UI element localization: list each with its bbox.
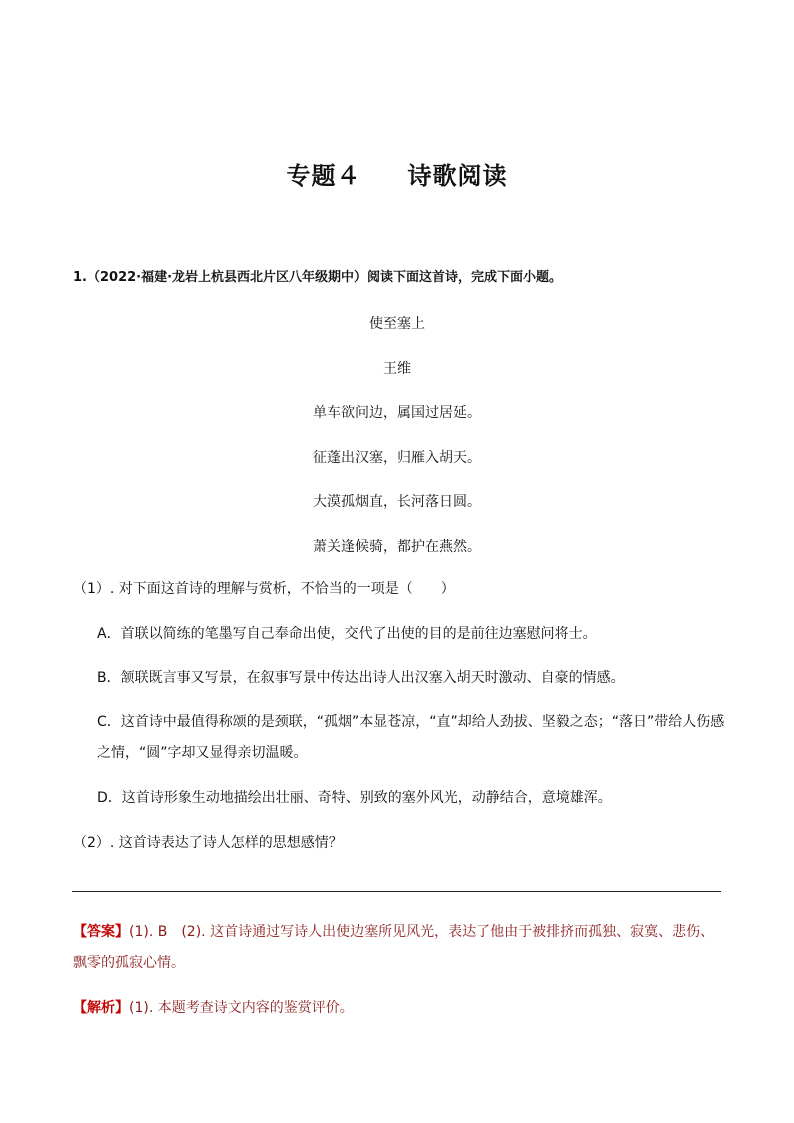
poem-line: 大漠孤烟直，长河落日圆。 (313, 494, 481, 510)
option-c: C．这首诗中最值得称颂的是颈联，“孤烟”本显苍凉，“直”却给人劲拔、坚毅之态；“落日”带给人伤感 (97, 714, 725, 730)
option-a: A．首联以简练的笔墨写自己奉命出使，交代了出使的目的是前往边塞慰问将士。 (97, 626, 597, 642)
poem-line: 单车欲问边，属国过居延。 (313, 405, 481, 421)
answer-line-2: 飘零的孤寂心情。 (73, 955, 185, 971)
page-title (0, 156, 794, 191)
answer-tag: 【答案】 (73, 924, 129, 940)
option-c-continued: 之情，“圆”字却又显得亲切温暖。 (97, 745, 308, 761)
title-topic-number: 专题４ (286, 162, 362, 190)
poem-line: 征蓬出汉塞，归雁入胡天。 (313, 450, 481, 466)
question-header: 1.（2022·福建·龙岩上杭县西北片区八年级期中）阅读下面这首诗，完成下面小题。 (73, 270, 563, 285)
title-topic-name: 诗歌阅读 (407, 162, 508, 190)
option-b: B．颔联既言事又写景，在叙事写景中传达出诗人出汉塞入胡天时激动、自豪的情感。 (97, 670, 625, 686)
sub-question-2: （2）. 这首诗表达了诗人怎样的思想感情？ (73, 835, 343, 851)
answer-line-1 (73, 921, 714, 943)
poem-author: 王维 (383, 361, 411, 377)
analysis-text: (1). 本题考查诗文内容的鉴赏评价。 (129, 1000, 354, 1016)
poem-title: 使至塞上 (369, 316, 425, 332)
analysis-line-1 (73, 997, 354, 1019)
sub-question-1: （1）. 对下面这首诗的理解与赏析，不恰当的一项是（ ） (73, 581, 455, 597)
analysis-tag: 【解析】 (73, 1000, 129, 1016)
poem-line: 萧关逢候骑，都护在燕然。 (313, 539, 481, 555)
answer-text: (1). B (2). 这首诗通过写诗人出使边塞所见风光，表达了他由于被排挤而孤独、寂寞、悲伤、 (129, 924, 715, 940)
answer-divider-line (72, 891, 721, 892)
option-d: D．这首诗形象生动地描绘出壮丽、奇特、别致的塞外风光，动静结合，意境雄浑。 (97, 790, 612, 806)
